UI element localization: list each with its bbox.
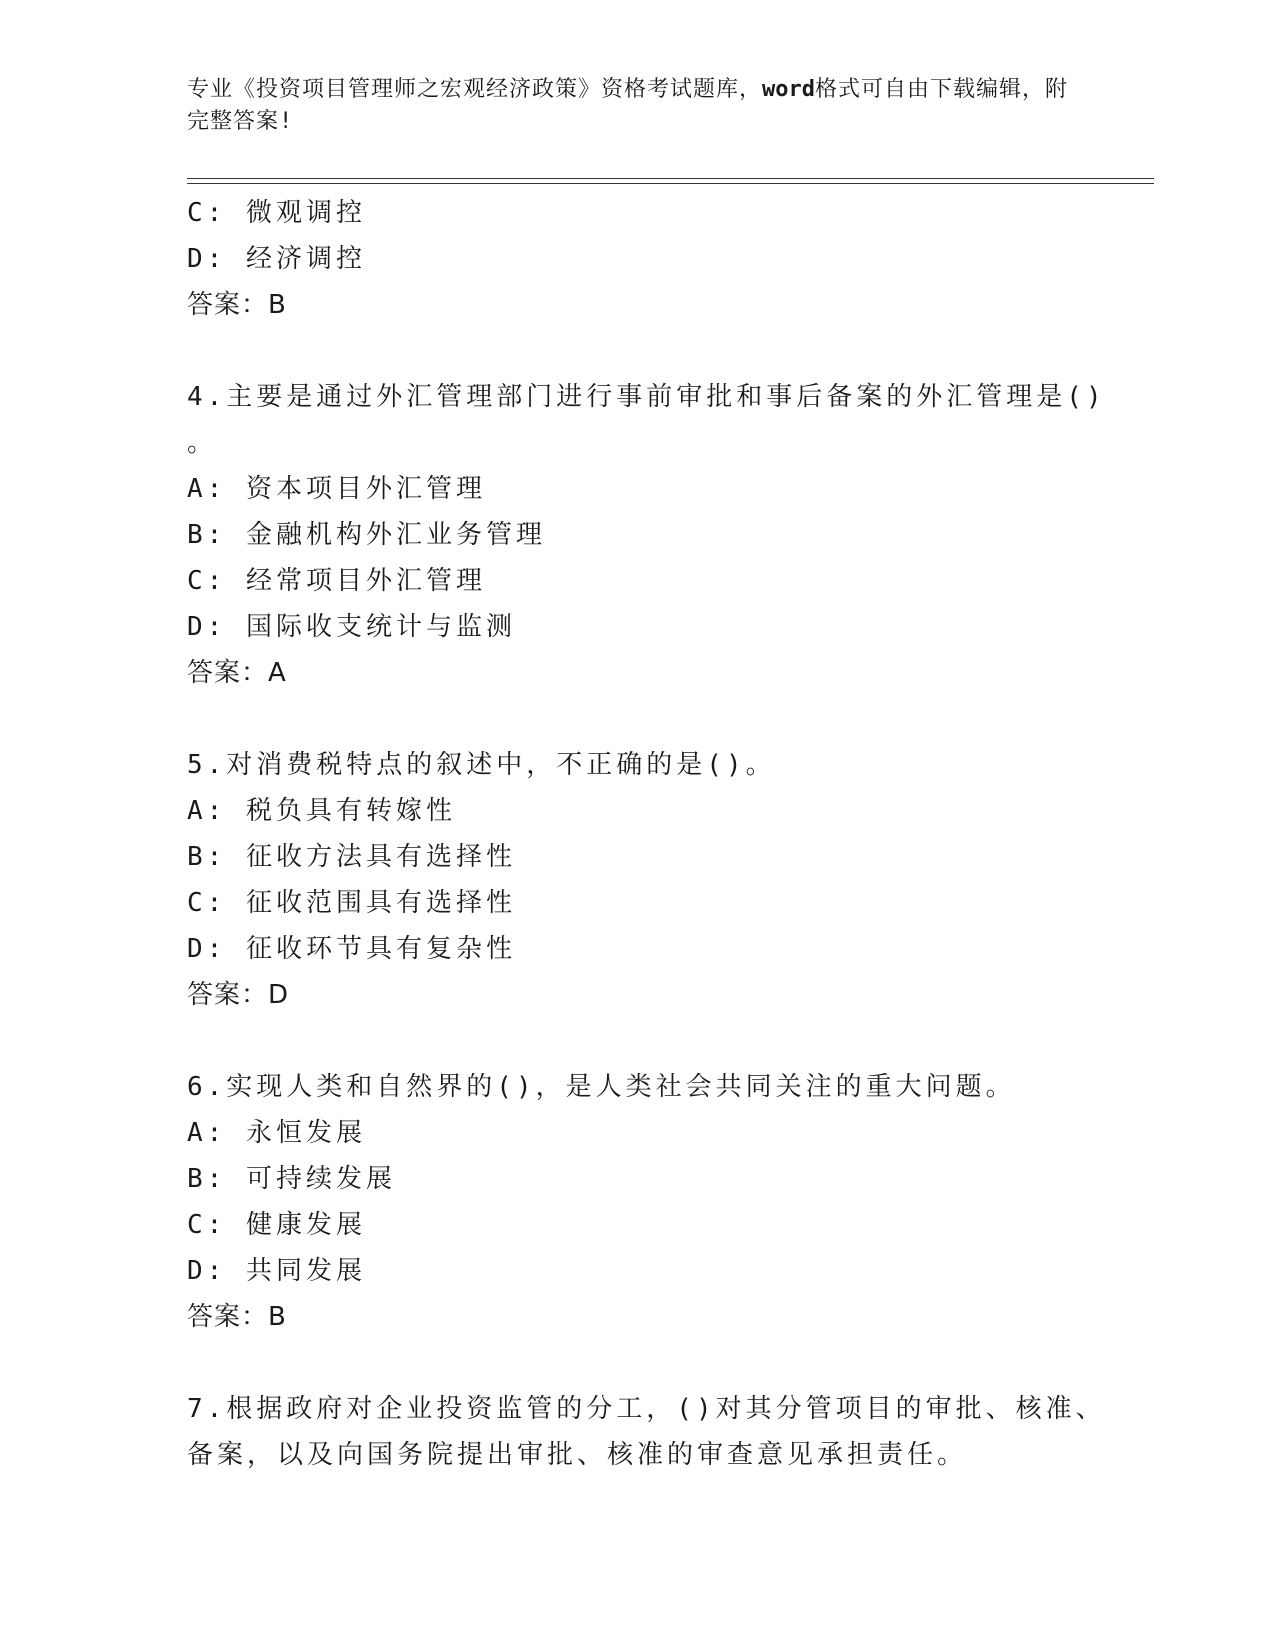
- answer-line: 答案：B: [187, 290, 287, 320]
- option-c: C: 经常项目外汇管理: [187, 566, 486, 596]
- spacer: [187, 696, 1087, 742]
- header-intro-pre: 专业《投资项目管理师之宏观经济政策》资格考试题库，: [187, 77, 763, 102]
- option-a: A: 资本项目外汇管理: [187, 474, 486, 504]
- header-intro-post: 格式可自由下载编辑，附完整答案!: [187, 77, 1069, 134]
- question-stem: 6.实现人类和自然界的()，是人类社会共同关注的重大问题。: [187, 1072, 1016, 1102]
- question-stem-continued: 备案，以及向国务院提出审批、核准的审查意见承担责任。: [187, 1440, 968, 1470]
- question-stem-continued: 。: [187, 428, 218, 458]
- spacer: [187, 1018, 1087, 1064]
- option-b: B: 征收方法具有选择性: [187, 842, 516, 872]
- question-stem: 5.对消费税特点的叙述中，不正确的是()。: [187, 750, 776, 780]
- question-list: [187, 190, 1106, 1478]
- header-rule-bottom: [187, 183, 1154, 184]
- option-a: A: 税负具有转嫁性: [187, 796, 456, 826]
- option-d: D: 征收环节具有复杂性: [187, 934, 516, 964]
- option-c: C: 微观调控: [187, 198, 366, 228]
- answer-line: 答案：B: [187, 1302, 287, 1332]
- answer-line: 答案：A: [187, 658, 287, 688]
- option-b: B: 可持续发展: [187, 1164, 396, 1194]
- option-d: D: 国际收支统计与监测: [187, 612, 516, 642]
- document-header: [187, 74, 1087, 138]
- question-stem: 4.主要是通过外汇管理部门进行事前审批和事后备案的外汇管理是(): [187, 382, 1106, 412]
- question-partial: [187, 190, 1087, 328]
- header-intro-word: word: [762, 77, 815, 102]
- option-b: B: 金融机构外汇业务管理: [187, 520, 546, 550]
- option-c: C: 健康发展: [187, 1210, 366, 1240]
- option-c: C: 征收范围具有选择性: [187, 888, 516, 918]
- question-7: [187, 1386, 1106, 1478]
- question-4: [187, 374, 1106, 696]
- question-5: [187, 742, 1087, 1018]
- answer-line: 答案：D: [187, 980, 290, 1010]
- option-d: D: 共同发展: [187, 1256, 366, 1286]
- header-rule-top: [187, 178, 1154, 179]
- option-a: A: 永恒发展: [187, 1118, 366, 1148]
- question-stem: 7.根据政府对企业投资监管的分工，()对其分管项目的审批、核准、: [187, 1394, 1106, 1424]
- spacer: [187, 1340, 1087, 1386]
- spacer: [187, 328, 1087, 374]
- option-d: D: 经济调控: [187, 244, 366, 274]
- question-6: [187, 1064, 1087, 1340]
